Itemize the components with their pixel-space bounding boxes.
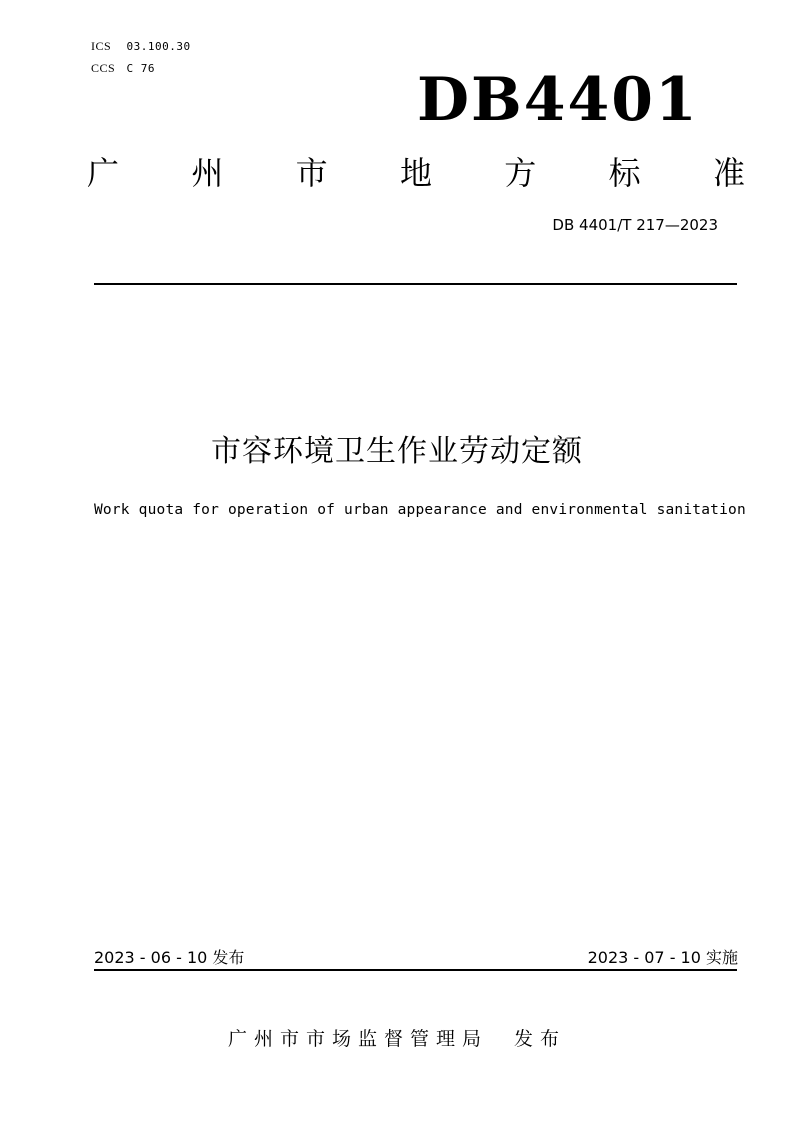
- top-divider: [94, 283, 737, 285]
- standard-type-char: 标: [608, 154, 641, 192]
- standard-type-char: 准: [712, 154, 745, 192]
- document-title-english: Work quota for operation of urban appearance and environmental sanitation: [94, 502, 746, 518]
- implementation-date: 2023 - 07 - 10 实施: [587, 948, 738, 967]
- standard-type-char: 市: [295, 154, 328, 192]
- issuer-action: 发布: [514, 1028, 567, 1050]
- standard-type-heading: [86, 150, 746, 196]
- standard-number: DB 4401/T 217—2023: [552, 216, 718, 234]
- ics-classification: [91, 39, 191, 54]
- ics-value: 03.100.30: [126, 40, 191, 53]
- ics-label: ICS: [91, 39, 112, 53]
- standard-type-char: 方: [504, 154, 537, 192]
- issuer-name: 广州市市场监督管理局: [227, 1028, 488, 1050]
- standard-type-char: 广: [86, 154, 119, 192]
- ccs-value: C 76: [126, 62, 155, 75]
- standard-code-logo: DB4401: [417, 65, 699, 135]
- ccs-classification: [91, 61, 155, 76]
- ccs-label: CCS: [91, 61, 116, 75]
- issuer-line: [0, 1024, 794, 1051]
- document-title-chinese: 市容环境卫生作业劳动定额: [211, 434, 583, 469]
- issue-date: 2023 - 06 - 10 发布: [94, 948, 245, 967]
- standard-type-char: 地: [399, 154, 432, 192]
- standard-type-char: 州: [191, 154, 224, 192]
- bottom-divider: [94, 969, 737, 971]
